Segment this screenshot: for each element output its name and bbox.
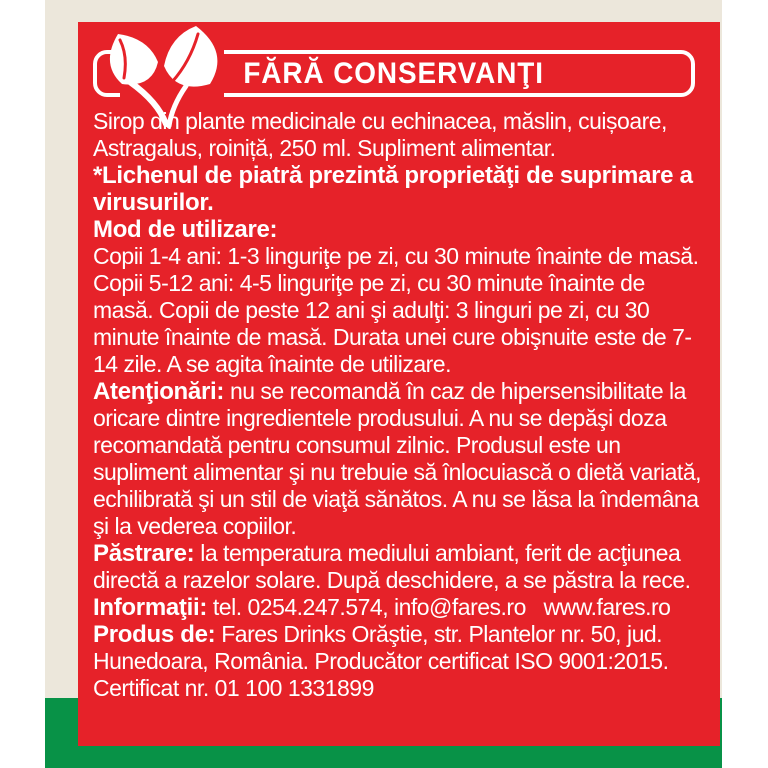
section-heading: Informaţii: [93, 594, 208, 621]
label-section: Informaţii: tel. 0254.247.574, info@fares.ro www.fares.ro [93, 594, 671, 621]
section-heading: *Lichenul de piatră prezintă proprietăţi de suprimare a virusurilor. [93, 162, 700, 216]
label-text [93, 108, 709, 702]
label-section: Copii 1-4 ani: 1-3 linguriţe pe zi, cu 30 minute înainte de masă. Copii 5-12 ani: 4-5 linguriţe pe zi, cu 30 minute înainte de masă. Copii de peste 12 ani şi adulţi: 3 linguri pe zi, cu 30 minute înainte de masă. Durata unei cure obişnuite este de 7-14 zile. A se agita înainte de utilizare. [93, 243, 705, 377]
section-heading: Mod de utilizare: [93, 216, 278, 243]
label-section: Păstrare: la temperatura mediului ambiant, ferit de acţiunea directă a razelor solare. După deschidere, a se păstra la rece. [93, 540, 691, 593]
label-section: Sirop din plante medicinale cu echinacea, măslin, cuișoare, Astragalus, roiniță, 250 ml. Supliment alimentar. [93, 108, 672, 161]
label-section: Atenţionări: nu se recomandă în caz de hipersensibilitate la oricare dintre ingredientele produsului. A nu se depăşi doza recomandată pentru consumul zilnic. Produsul este un supliment alimentar şi nu trebuie să înlocuiască o dietă variată, echilibrată şi un stil de viaţă sănătos. A nu se lăsa la îndemâna şi la vederea copiilor. [93, 378, 707, 539]
section-heading: Atenţionări: [93, 378, 225, 405]
section-heading: Produs de: [93, 621, 216, 648]
product-label [78, 22, 720, 746]
label-section: Produs de: Fares Drinks Orăştie, str. Plantelor nr. 50, jud. Hunedoara, România. Producător certificat ISO 9001:2015. Certificat nr. 01 100 1331899 [93, 621, 675, 701]
label-section [93, 216, 709, 243]
section-heading: Păstrare: [93, 540, 195, 567]
no-preservatives-badge: FĂRĂ CONSERVANŢI [243, 56, 545, 90]
label-section [93, 162, 709, 216]
